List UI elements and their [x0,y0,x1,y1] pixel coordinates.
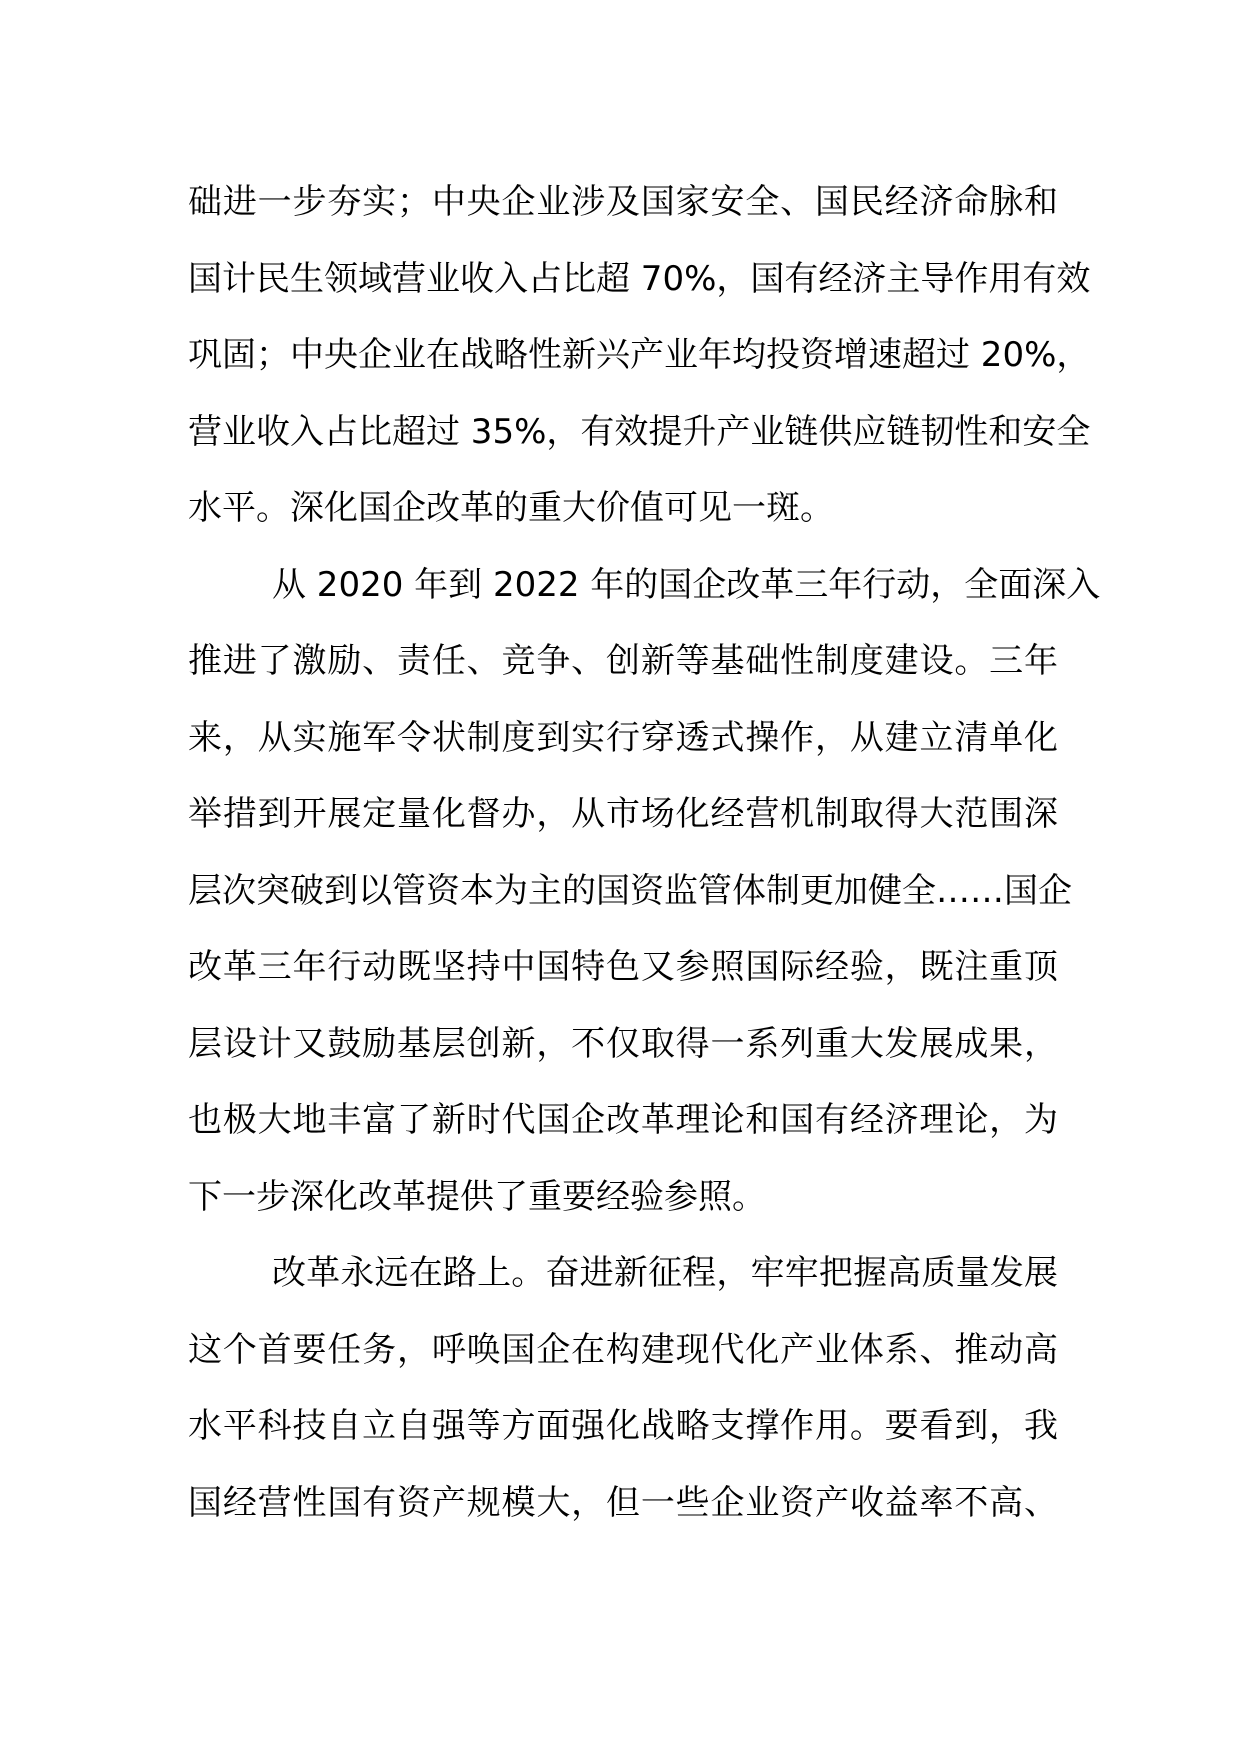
text-line: 础进一步夯实；中央企业涉及国家安全、国民经济命脉和 [188,182,1058,222]
text-line: 巩固；中央企业在战略性新兴产业年均投资增速超过 20%， [188,335,1091,375]
text-line: 国经营性国有资产规模大，但一些企业资产收益率不高、 [188,1482,1058,1523]
text-line: 改革三年行动既坚持中国特色又参照国际经验，既注重顶 [188,947,1058,987]
body-text [188,164,1101,1541]
text-line: 水平。深化国企改革的重大价值可见一斑。 [188,488,834,528]
text-line: 推进了激励、责任、竞争、创新等基础性制度建设。三年 [188,641,1058,681]
paragraph-1 [188,164,1091,547]
paragraph-2 [188,547,1101,1236]
text-line: 水平科技自立自强等方面强化战略支撑作用。要看到，我 [188,1406,1058,1446]
text-line: 来，从实施军令状制度到实行穿透式操作，从建立清单化 [188,717,1058,758]
text-line: 改革永远在路上。奋进新征程，牢牢把握高质量发展 [272,1253,1058,1293]
paragraph-3 [188,1235,1058,1541]
text-line: 下一步深化改革提供了重要经验参照。 [188,1176,766,1217]
text-line: 举措到开展定量化督办，从市场化经营机制取得大范围深 [188,794,1058,834]
text-line: 从 2020 年到 2022 年的国企改革三年行动，全面深入 [272,564,1101,605]
text-line: 营业收入占比超过 35%，有效提升产业链供应链韧性和安全 [188,411,1091,452]
text-line: 这个首要任务，呼唤国企在构建现代化产业体系、推动高 [188,1329,1058,1370]
text-line: 也极大地丰富了新时代国企改革理论和国有经济理论，为 [188,1100,1058,1140]
text-line: 层次突破到以管资本为主的国资监管体制更加健全……国企 [188,870,1072,911]
text-line: 层设计又鼓励基层创新，不仅取得一系列重大发展成果， [188,1023,1058,1064]
text-line: 国计民生领域营业收入占比超 70%，国有经济主导作用有效 [188,258,1091,299]
